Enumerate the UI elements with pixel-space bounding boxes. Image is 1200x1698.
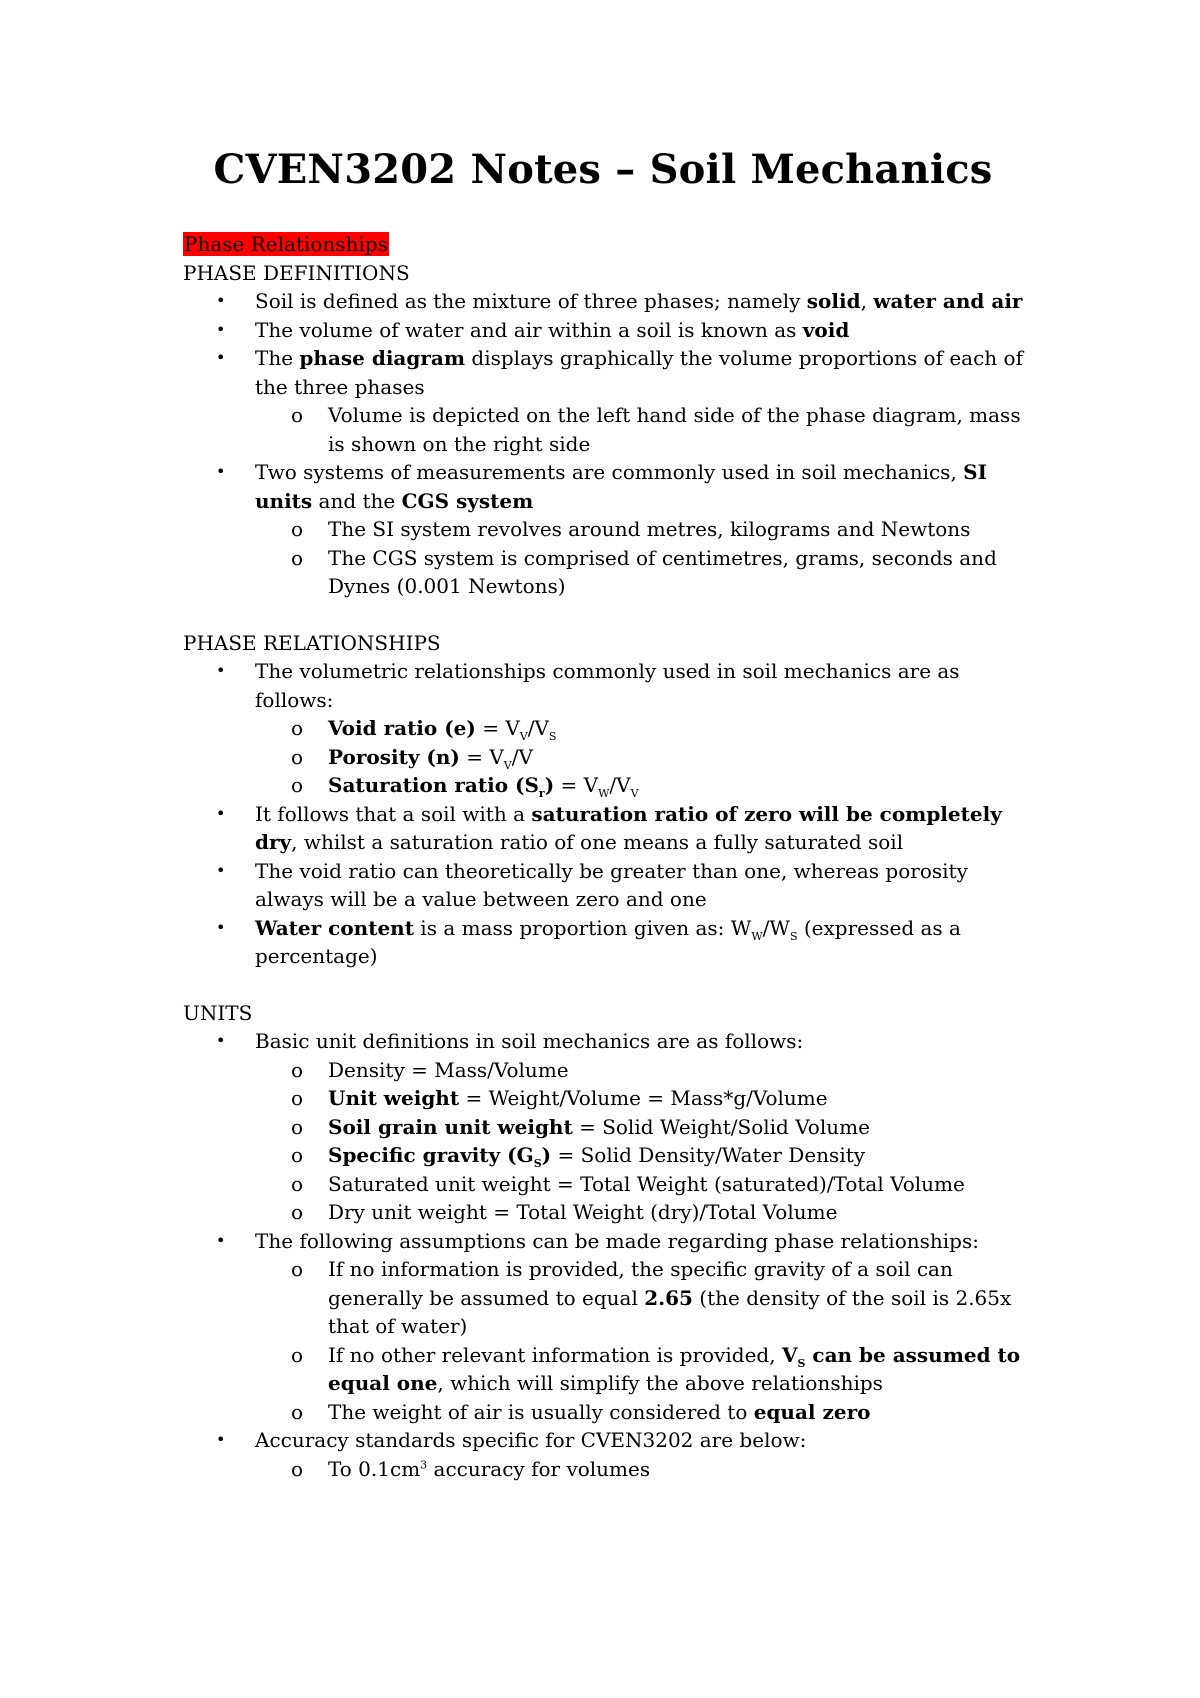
circle-bullet-icon: o bbox=[291, 1200, 304, 1224]
circle-bullet-icon: o bbox=[291, 744, 304, 769]
circle-bullet-icon: o bbox=[291, 1342, 304, 1367]
list-item: • Accuracy standards specific for CVEN3202 are below: bbox=[183, 1426, 1043, 1455]
sub-list-item: o Void ratio $(e) = V_V/V_S$ bbox=[291, 716, 557, 743]
list-item: • Basic unit definitions in soil mechanics are as follows: bbox=[183, 1027, 1043, 1056]
circle-bullet-icon: o bbox=[291, 1456, 304, 1481]
list-item: • Two systems of measurements are commonly used in soil mechanics, SI units and the CGS system bbox=[216, 460, 987, 513]
sub-list-item: o If no other relevant information is provided, $V_S$ can be assumed to equal one, which will simplify the above relationships bbox=[291, 1342, 1021, 1395]
sub-list-item: o To $0.1cm^3$ accuracy for volumes bbox=[183, 1455, 1043, 1484]
list-item: • The phase diagram displays graphically the volume proportions of each of the three phases bbox=[216, 346, 1023, 399]
list-item: • The following assumptions can be made regarding phase relationships: bbox=[183, 1227, 1043, 1256]
sub-list-item: o Volume is depicted on the left hand side of the phase diagram, mass is shown on the right side bbox=[291, 403, 1021, 456]
bullet-icon: • bbox=[216, 1031, 226, 1050]
circle-bullet-icon: o bbox=[291, 1171, 304, 1196]
sub-list-item: o The SI system revolves around metres, kilograms and Newtons bbox=[183, 515, 1043, 544]
list-item: • The volume of water and air within a soil is known as void bbox=[183, 316, 1043, 345]
bullet-icon: • bbox=[216, 803, 226, 823]
circle-bullet-icon: o bbox=[291, 1399, 304, 1424]
sub-list-item: o Soil grain unit weight = Solid Weight/Solid Volume bbox=[183, 1113, 1043, 1142]
list-item: • The volumetric relationships commonly used in soil mechanics are as follows: bbox=[216, 659, 960, 712]
sub-list-item: o Saturation ratio $(S_r) = V_W/V_V$ bbox=[291, 773, 639, 800]
page-title: CVEN3202 Notes – Soil Mechanics bbox=[213, 146, 993, 193]
list-item: • Water content is a mass proportion given as: $W_W/W_S$ (expressed as a percentage) bbox=[216, 915, 961, 968]
document-body bbox=[183, 230, 1043, 1483]
phase-definitions-list bbox=[183, 287, 1043, 601]
phase-relationships-list bbox=[183, 657, 1043, 971]
circle-bullet-icon: o bbox=[291, 1086, 304, 1110]
circle-bullet-icon: o bbox=[291, 517, 304, 541]
bullet-icon: • bbox=[216, 291, 226, 310]
units-list bbox=[183, 1027, 1043, 1483]
circle-bullet-icon: o bbox=[291, 716, 304, 740]
circle-bullet-icon: o bbox=[291, 545, 304, 570]
bullet-icon: • bbox=[216, 462, 226, 481]
circle-bullet-icon: o bbox=[291, 1257, 304, 1281]
sub-list-item: o The weight of air is usually considered to equal zero bbox=[183, 1398, 1043, 1427]
bullet-icon: • bbox=[216, 860, 226, 880]
section-tag: Phase Relationships bbox=[184, 232, 388, 256]
circle-bullet-icon: o bbox=[291, 1143, 304, 1167]
circle-bullet-icon: o bbox=[291, 773, 304, 797]
heading-phase-relationships: PHASE RELATIONSHIPS bbox=[183, 630, 441, 655]
sub-list-item: o Porosity $(n) = V_V/V$ bbox=[291, 744, 533, 772]
sub-list-item: o If no information is provided, the specific gravity of a soil can generally be assumed to equal 2.65 (the density of the soil is 2.65x that of water) bbox=[291, 1257, 1012, 1338]
circle-bullet-icon: o bbox=[291, 1114, 304, 1139]
sub-list-item: o The CGS system is comprised of centimetres, grams, seconds and Dynes (0.001 Newtons) bbox=[291, 545, 997, 598]
bullet-icon: • bbox=[216, 319, 226, 339]
sub-list-item: o Dry unit weight = Total Weight (dry)/Total Volume bbox=[183, 1198, 1043, 1227]
sub-list-item: o Saturated unit weight = Total Weight (saturated)/Total Volume bbox=[183, 1170, 1043, 1199]
list-item: • Soil is defined as the mixture of three phases; namely solid, water and air bbox=[183, 287, 1043, 316]
bullet-icon: • bbox=[216, 661, 226, 680]
bullet-icon: • bbox=[216, 1430, 226, 1449]
heading-phase-definitions: PHASE DEFINITIONS bbox=[183, 260, 410, 285]
sub-list-item: o Unit weight = Weight/Volume = Mass*g/Volume bbox=[183, 1084, 1043, 1113]
bullet-icon: • bbox=[216, 348, 226, 367]
circle-bullet-icon: o bbox=[291, 1057, 304, 1082]
list-item: • The void ratio can theoretically be greater than one, whereas porosity always will be a value between zero and one bbox=[216, 858, 968, 911]
circle-bullet-icon: o bbox=[291, 403, 304, 427]
sub-list-item: o Specific gravity $(G_S)$ = Solid Density/Water Density bbox=[291, 1143, 866, 1170]
heading-units: UNITS bbox=[183, 1000, 253, 1025]
sub-list-item: o Density = Mass/Volume bbox=[183, 1056, 1043, 1085]
bullet-icon: • bbox=[216, 1230, 226, 1250]
list-item: • It follows that a soil with a saturation ratio of zero will be completely dry, whilst a saturation ratio of one means a fully saturated soil bbox=[216, 801, 1002, 854]
bullet-icon: • bbox=[216, 917, 226, 937]
